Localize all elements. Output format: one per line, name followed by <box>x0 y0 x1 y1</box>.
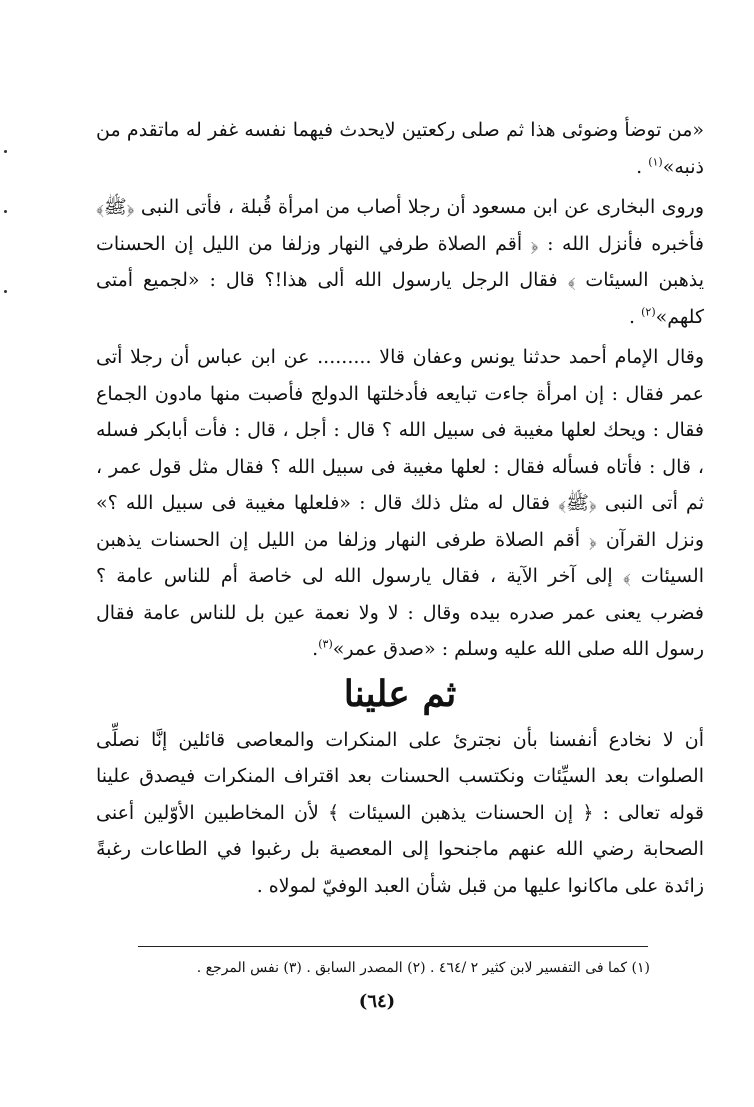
closing-paragraph: أن لا نخادع أنفسنا بأن نجترئ على المنكرات والمعاصى قائلين إنَّا نصلِّى الصلوات بعد السيِّئات ونكتسب الحسنات بعد اقتراف المنكرات فيصدق علينا قوله تعالى : ﴿ إن الحسنات يذهبن السيئات ﴾ لأن المخاطبين الأوّلين أعنى الصحابة رضي الله عنهم ماجنحوا إلى المعصية بل رغبوا في الطاعات رغبةً زائدة على ماكانوا عليها من قبل شأن العبد الوفيّ لمولاه . <box>96 728 704 897</box>
paragraph-3-tail: . <box>312 638 319 660</box>
margin-mark <box>4 290 7 293</box>
page-number: (٦٤) <box>358 991 396 1012</box>
footnote-divider <box>138 946 648 947</box>
footnote-ref-2: (٢) <box>641 305 656 319</box>
margin-mark <box>4 150 7 153</box>
paragraph-1-tail: . <box>636 155 649 178</box>
paragraph-1-text: «من توضأ وضوئى هذا ثم صلى ركعتين لايحدث فيهما نفسه غفر له ماتقدم من ذنبه» <box>96 119 704 178</box>
footnotes: (١) كما فى التفسير لابن كثير ٢ /٤٦٤ . (٢) المصدر السابق . (٣) نفس المرجع . <box>196 960 650 976</box>
section-heading: ثم علينا <box>343 672 457 715</box>
paragraph-1 <box>96 112 704 185</box>
paragraph-2 <box>96 189 704 335</box>
margin-mark <box>4 210 7 213</box>
footnote-ref-1: (١) <box>648 155 663 169</box>
paragraph-3-text: وقال الإمام أحمد حدثنا يونس وعفان قالا ......... عن ابن عباس أن رجلا أتى عمر فقال : إن امرأة جاءت تبايعه فأدخلتها الدولج فأصبت منها مادون الجماع فقال : ويحك لعلها مغيبة فى سبيل الله ؟ قال : أجل ، قال : فأت أبابكر فسله ، قال : فأتاه فسأله فقال : لعلها مغيبة فى سبيل الله ؟ فقال مثل قول عمر ، ثم أتى النبى ﴿ﷺ﴾ فقال له مثل ذلك قال : «فلعلها مغيبة فى سبيل الله ؟» ونزل القرآن ﴿ أقم الصلاة طرفى النهار وزلفا من الليل إن الحسنات يذهبن السيئات ﴾ إلى آخر الآية ، فقال يارسول الله لى خاصة أم للناس عامة ؟ فضرب يعنى عمر صدره بيده وقال : لا ولا نعمة عين بل للناس عامة فقال رسول الله صلى الله عليه وسلم : «صدق عمر» <box>96 346 704 660</box>
page-body <box>96 112 704 908</box>
paragraph-2-tail: . <box>629 305 642 328</box>
paragraph-2-text: وروى البخارى عن ابن مسعود أن رجلا أصاب من امرأة قُبلة ، فأتى النبى ﴿ﷺ﴾ فأخبره فأنزل الله : ﴿ أقم الصلاة طرفي النهار وزلفا من الليل إن الحسنات يذهبن السيئات ﴾ فقال الرجل يارسول الله ألى هذا!؟ قال : «لجميع أمتى كلهم» <box>96 196 704 328</box>
footnote-ref-3: (٣) <box>318 637 333 651</box>
paragraph-3 <box>96 339 704 668</box>
